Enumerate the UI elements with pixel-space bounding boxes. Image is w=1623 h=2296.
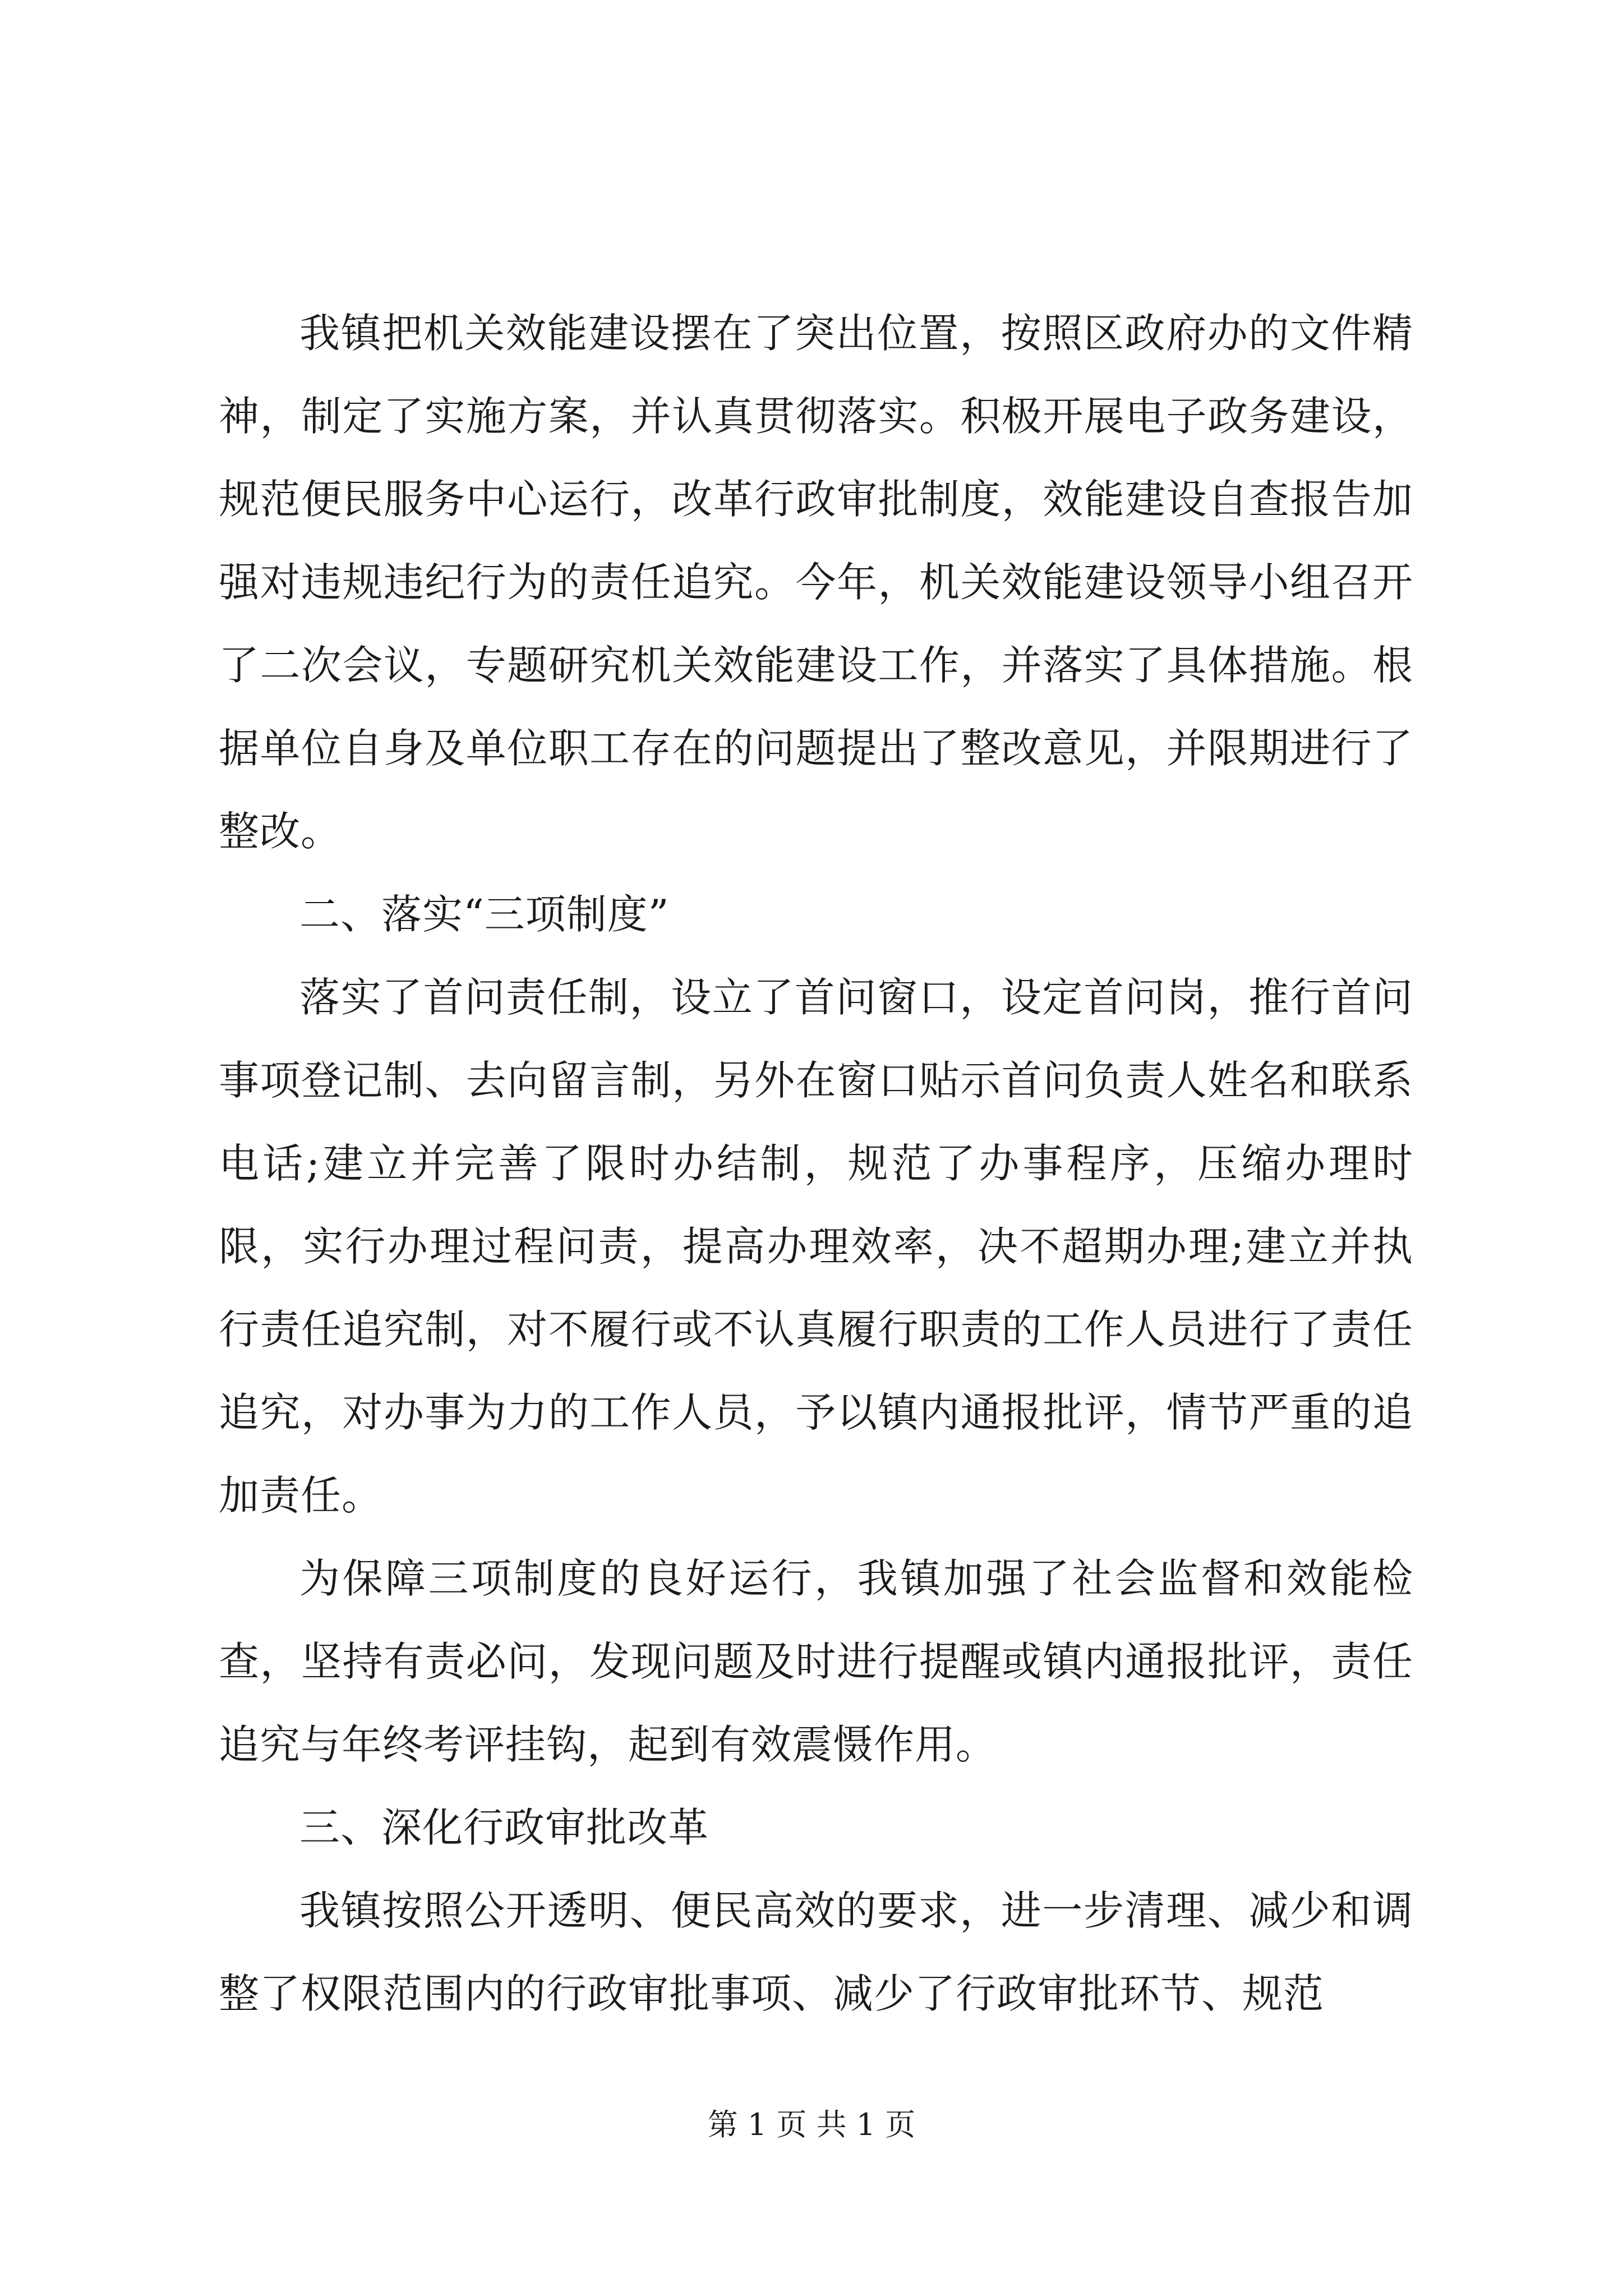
heading-three-systems: 二、落实“三项制度” <box>299 891 670 938</box>
heading-administrative-approval-reform: 三、深化行政审批改革 <box>299 1804 709 1851</box>
document-body <box>219 292 1413 2035</box>
paragraph-efficiency-building: 我镇把机关效能建设摆在了突出位置，按照区政府办的文件精神，制定了实施方案，并认真贯彻落实。积极开展电子政务建设，规范便民服务中心运行，改革行政审批制度，效能建设自查报告加强对违规违纪行为的责任追究。今年，机关效能建设领导小组召开了二次会议，专题研究机关效能建设工作，并落实了具体措施。根据单位自身及单位职工存在的问题提出了整改意见，并限期进行了整改。 <box>219 310 1413 855</box>
page-footer: 第 1 页 共 1 页 <box>707 2107 916 2142</box>
paragraph-first-inquiry-system: 落实了首问责任制，设立了首问窗口，设定首问岗，推行首问事项登记制、去向留言制，另外在窗口贴示首问负责人姓名和联系电话;建立并完善了限时办结制，规范了办事程序，压缩办理时限，实行办理过程问责，提高办理效率，决不超期办理;建立并执行责任追究制，对不履行或不认真履行职责的工作人员进行了责任追究，对办事为力的工作人员，予以镇内通报批评，情节严重的追加责任。 <box>219 974 1413 1519</box>
paragraph-supervision: 为保障三项制度的良好运行，我镇加强了社会监督和效能检查，坚持有责必问，发现问题及时进行提醒或镇内通报批评，责任追究与年终考评挂钩，起到有效震慑作用。 <box>219 1555 1413 1768</box>
paragraph-approval-reform: 我镇按照公开透明、便民高效的要求，进一步清理、减少和调整了权限范围内的行政审批事项、减少了行政审批环节、规范 <box>219 1887 1413 2017</box>
